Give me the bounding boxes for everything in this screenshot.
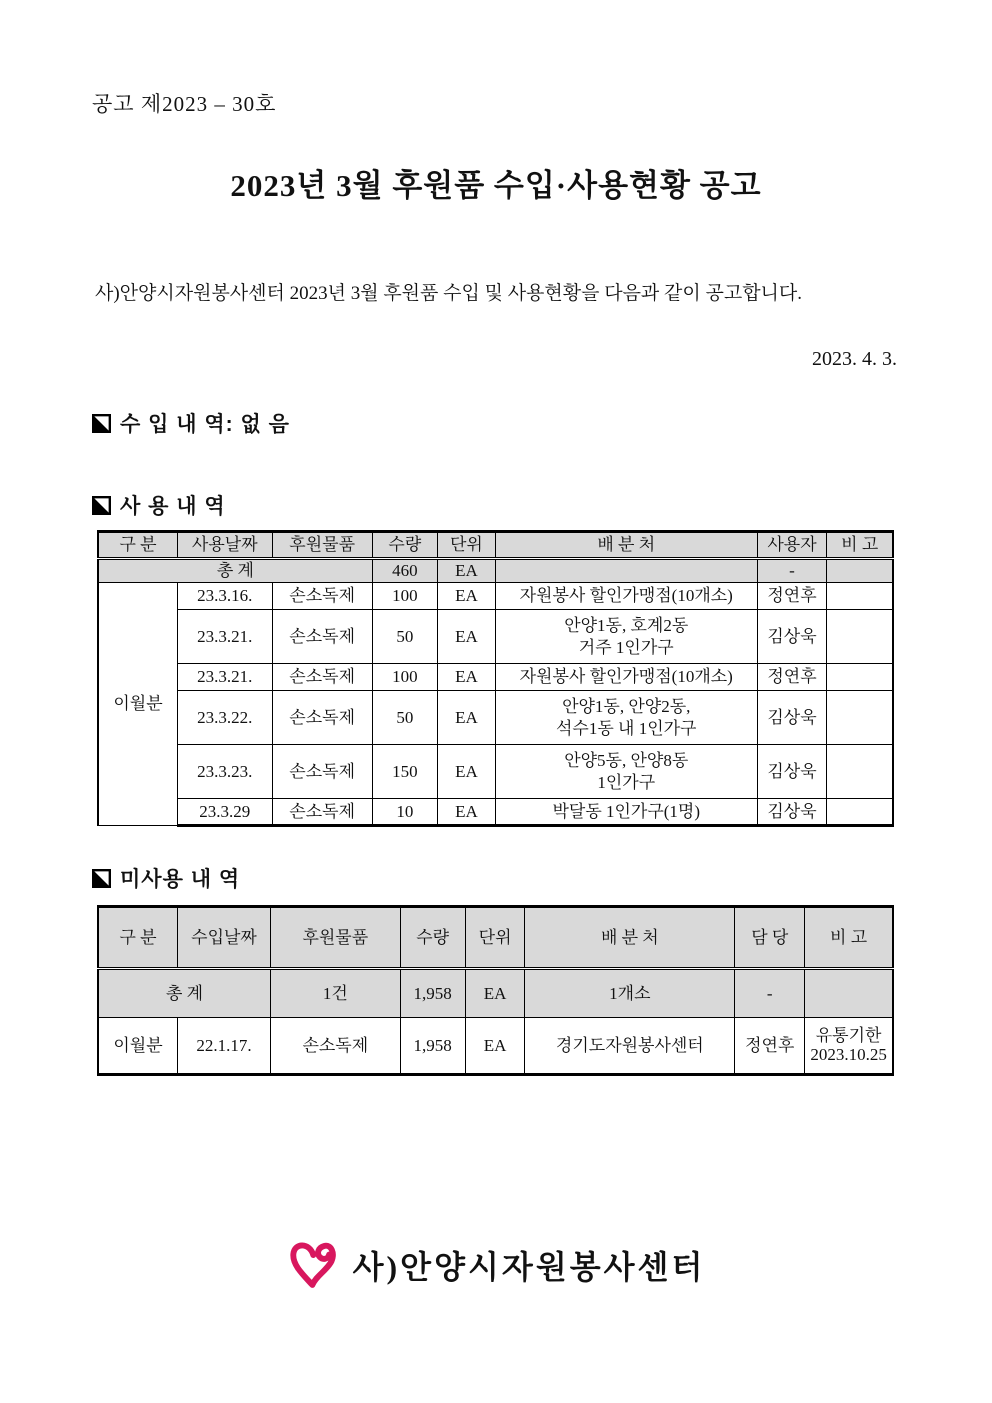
usage-table-header-row xyxy=(98,532,893,559)
section-header-unused xyxy=(92,863,240,893)
table-row xyxy=(98,799,893,826)
section-income-label: 수 입 내 역: 없 음 xyxy=(120,413,290,436)
half-filled-square-icon xyxy=(92,414,111,433)
column-header: 구 분 xyxy=(98,532,177,559)
cell-qty: 150 xyxy=(372,745,437,799)
dist-line2: 1인가구 xyxy=(597,772,656,792)
section-unused-label: 미사용 내 역 xyxy=(120,868,241,891)
doc-date: 2023. 4. 3. xyxy=(812,348,897,370)
cell-date: 23.3.16. xyxy=(177,583,272,610)
total-dist: 1개소 xyxy=(525,969,735,1018)
total-qty: 1,958 xyxy=(400,969,465,1018)
dist-line2: 거주 1인가구 xyxy=(578,637,674,657)
half-filled-square-icon xyxy=(92,496,111,515)
total-unit: EA xyxy=(437,559,495,583)
column-header: 비 고 xyxy=(827,532,893,559)
logo-text: 사)안양시자원봉사센터 xyxy=(352,1249,706,1285)
total-manager: - xyxy=(735,969,805,1018)
cell-note xyxy=(805,1018,893,1075)
cell-user: 김상욱 xyxy=(757,745,827,799)
cell-unit: EA xyxy=(437,583,495,610)
dist-line2: 석수1동 내 1인가구 xyxy=(556,718,697,738)
cell-dist: 자원봉사 할인가맹점(10개소) xyxy=(495,664,757,691)
note-line1: 유통기한 xyxy=(815,1025,882,1045)
cell-user: 김상욱 xyxy=(757,691,827,745)
total-unit: EA xyxy=(465,969,525,1018)
usage-table xyxy=(97,530,894,827)
dist-line1: 안양5동, 안양8동 xyxy=(564,751,689,771)
cell-note xyxy=(827,691,893,745)
group-label: 이월분 xyxy=(98,583,177,826)
section-header-usage xyxy=(92,490,226,520)
table-row xyxy=(98,610,893,664)
footer-logo xyxy=(0,1236,992,1294)
cell-date: 23.3.21. xyxy=(177,664,272,691)
total-label: 총 계 xyxy=(98,969,271,1018)
column-header: 담 당 xyxy=(735,907,805,969)
cell-qty: 1,958 xyxy=(400,1018,465,1075)
table-row xyxy=(98,583,893,610)
column-header: 후원물품 xyxy=(271,907,401,969)
cell-item: 손소독제 xyxy=(272,583,372,610)
cell-item: 손소독제 xyxy=(272,664,372,691)
cell-unit: EA xyxy=(437,745,495,799)
cell-note xyxy=(827,583,893,610)
cell-group: 이월분 xyxy=(98,1018,178,1075)
column-header: 수입날짜 xyxy=(178,907,271,969)
column-header: 배 분 처 xyxy=(525,907,735,969)
section-header-income xyxy=(92,408,290,438)
column-header: 사용날짜 xyxy=(177,532,272,559)
dist-line1: 안양1동, 안양2동, xyxy=(562,697,691,717)
cell-unit: EA xyxy=(437,664,495,691)
column-header: 사용자 xyxy=(757,532,827,559)
cell-manager: 정연후 xyxy=(735,1018,805,1075)
cell-qty: 100 xyxy=(372,664,437,691)
cell-dist xyxy=(495,691,757,745)
total-item: 1건 xyxy=(271,969,401,1018)
cell-qty: 50 xyxy=(372,691,437,745)
column-header: 수량 xyxy=(372,532,437,559)
cell-note xyxy=(827,799,893,826)
cell-item: 손소독제 xyxy=(272,610,372,664)
usage-total-row xyxy=(98,559,893,583)
total-qty: 460 xyxy=(372,559,437,583)
cell-item: 손소독제 xyxy=(271,1018,401,1075)
cell-unit: EA xyxy=(437,610,495,664)
cell-note xyxy=(827,610,893,664)
total-user: - xyxy=(757,559,827,583)
cell-dist xyxy=(495,610,757,664)
table-row xyxy=(98,745,893,799)
table-row xyxy=(98,691,893,745)
cell-unit: EA xyxy=(465,1018,525,1075)
cell-note xyxy=(827,745,893,799)
cell-qty: 10 xyxy=(372,799,437,826)
cell-unit: EA xyxy=(437,799,495,826)
half-filled-square-icon xyxy=(92,869,111,888)
total-dist xyxy=(495,559,757,583)
doc-number: 공고 제2023 – 30호 xyxy=(92,92,277,116)
page-title: 2023년 3월 후원품 수입·사용현황 공고 xyxy=(230,168,762,203)
column-header: 구 분 xyxy=(98,907,178,969)
unused-total-row xyxy=(98,969,893,1018)
cell-user: 정연후 xyxy=(757,583,827,610)
cell-date: 23.3.23. xyxy=(177,745,272,799)
cell-dist: 박달동 1인가구(1명) xyxy=(495,799,757,826)
unused-table xyxy=(97,905,894,1076)
total-label: 총 계 xyxy=(98,559,372,583)
cell-dist: 자원봉사 할인가맹점(10개소) xyxy=(495,583,757,610)
cell-item: 손소독제 xyxy=(272,799,372,826)
column-header: 비 고 xyxy=(805,907,893,969)
column-header: 단위 xyxy=(465,907,525,969)
column-header: 후원물품 xyxy=(272,532,372,559)
dist-line1: 안양1동, 호계2동 xyxy=(564,616,689,636)
cell-item: 손소독제 xyxy=(272,691,372,745)
cell-date: 23.3.21. xyxy=(177,610,272,664)
cell-date: 22.1.17. xyxy=(178,1018,271,1075)
cell-user: 정연후 xyxy=(757,664,827,691)
cell-user: 김상욱 xyxy=(757,610,827,664)
table-row xyxy=(98,1018,893,1075)
cell-qty: 100 xyxy=(372,583,437,610)
cell-note xyxy=(827,664,893,691)
cell-date: 23.3.29 xyxy=(177,799,272,826)
unused-table-header-row xyxy=(98,907,893,969)
column-header: 수량 xyxy=(400,907,465,969)
cell-dist xyxy=(495,745,757,799)
section-usage-label: 사 용 내 역 xyxy=(120,495,226,518)
table-row xyxy=(98,664,893,691)
heart-ribbon-icon xyxy=(287,1236,345,1294)
cell-user: 김상욱 xyxy=(757,799,827,826)
total-note xyxy=(805,969,893,1018)
cell-dist: 경기도자원봉사센터 xyxy=(525,1018,735,1075)
column-header: 배 분 처 xyxy=(495,532,757,559)
note-line2: 2023.10.25 xyxy=(810,1044,887,1064)
total-note xyxy=(827,559,893,583)
cell-unit: EA xyxy=(437,691,495,745)
cell-date: 23.3.22. xyxy=(177,691,272,745)
cell-qty: 50 xyxy=(372,610,437,664)
cell-item: 손소독제 xyxy=(272,745,372,799)
body-paragraph: 사)안양시자원봉사센터 2023년 3월 후원품 수입 및 사용현황을 다음과 같이 공고합니다. xyxy=(95,283,803,304)
column-header: 단위 xyxy=(437,532,495,559)
